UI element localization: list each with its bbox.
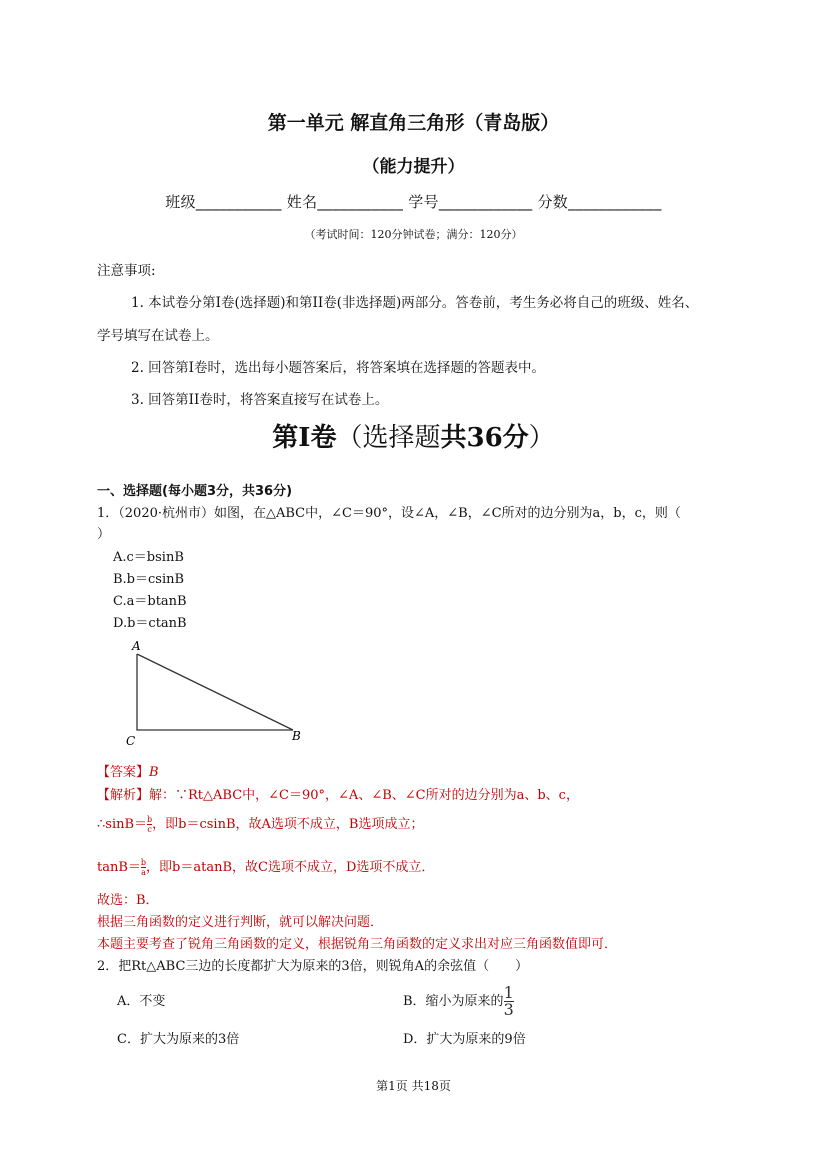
question-1-option-b: B.b＝csinB: [113, 572, 185, 587]
analysis-label: 【解析】: [97, 788, 150, 803]
answer-value: B: [149, 765, 159, 780]
question-1-stem: 1．（2020·杭州市）如图，在△ABC中，∠C＝90°，设∠A，∠B，∠C所对的边分别为a，b，c，则（: [97, 506, 681, 521]
vertex-label-a: A: [132, 639, 141, 653]
section-title-bold-2: 共36分: [440, 423, 529, 453]
fraction-numerator: b: [140, 858, 147, 867]
fraction-one-third: [504, 985, 514, 1018]
analysis-line-2-prefix: ∴sinB＝: [97, 817, 148, 832]
section-title: [0, 417, 827, 454]
question-2-option-b: [403, 985, 514, 1018]
analysis-line-3-prefix: tanB＝: [97, 860, 141, 875]
exam-info: （考试时间：120分钟试卷；满分：120分）: [304, 228, 523, 241]
notes-heading: 注意事项:: [97, 263, 156, 279]
triangle-hypotenuse: [137, 654, 293, 730]
question-2-option-a: A．不变: [117, 994, 166, 1009]
analysis-note-2: 本题主要考查了锐角三角函数的定义，根据锐角三角函数的定义求出对应三角函数值即可．: [97, 937, 618, 952]
fraction-denominator: c: [147, 825, 152, 834]
question-2-option-b-text: B．缩小为原来的: [403, 994, 504, 1009]
vertex-label-c: C: [126, 734, 136, 748]
vertex-label-b: B: [292, 729, 301, 743]
section-title-bold: 第I卷: [272, 423, 337, 453]
question-1-stem-end: ）: [97, 527, 111, 542]
analysis-line-1: [97, 784, 579, 803]
analysis-text-1: 解：∵Rt△ABC中，∠C＝90°，∠A、∠B、∠C所对的边分别为a、b、c，: [149, 788, 579, 803]
answer-label: 【答案】: [97, 765, 150, 780]
fraction-denominator: 3: [503, 1000, 514, 1019]
section-title-end: ）: [528, 423, 555, 453]
note-item-1-cont: 学号填写在试卷上。: [97, 328, 219, 344]
part-heading: 一、选择题(每小题3分，共36分): [97, 484, 293, 499]
fraction-numerator: 1: [503, 983, 514, 1002]
analysis-line-3: [97, 856, 434, 877]
section-title-light: （选择题: [336, 423, 441, 453]
student-info-fields: 班级___________ 姓名___________ 学号____________ 分数____________: [165, 193, 662, 211]
question-2-stem: 2．把Rt△ABC三边的长度都扩大为原来的3倍，则锐角A的余弦值（ ）: [97, 959, 529, 974]
question-2-option-c: C．扩大为原来的3倍: [117, 1032, 240, 1047]
analysis-line-2-suffix: ，即b＝csinB，故A选项不成立，B选项成立；: [152, 817, 424, 832]
analysis-note-1: 根据三角函数的定义进行判断，就可以解决问题．: [97, 915, 384, 930]
page-subtitle: （能力提升）: [362, 157, 465, 177]
question-2-option-d: D．扩大为原来的9倍: [403, 1032, 526, 1047]
question-1-option-d: D.b＝ctanB: [113, 616, 187, 631]
note-item-3: 3. 回答第II卷时，将答案直接写在试卷上。: [131, 392, 389, 408]
triangle-figure: [120, 636, 310, 751]
question-1-option-c: C.a＝btanB: [113, 594, 187, 609]
fraction-denominator: a: [141, 868, 146, 877]
note-item-1: 1. 本试卷分第I卷(选择题)和第II卷(非选择题)两部分。答卷前，考生务必将自己的班级、姓名、: [131, 295, 699, 311]
note-item-2: 2. 回答第I卷时，选出每小题答案后，将答案填在选择题的答题表中。: [131, 360, 546, 376]
answer-line: [97, 761, 159, 780]
page-footer: 第1页 共18页: [376, 1079, 451, 1093]
page-title: 第一单元 解直角三角形（青岛版）: [267, 112, 560, 134]
question-1-option-a: A.c＝bsinB: [113, 550, 184, 565]
analysis-line-2: [97, 813, 423, 834]
analysis-line-3-suffix: ，即b＝atanB，故C选项不成立，D选项不成立．: [146, 860, 435, 875]
choose-line: 故选：B．: [97, 893, 159, 908]
fraction-numerator: b: [147, 815, 153, 824]
